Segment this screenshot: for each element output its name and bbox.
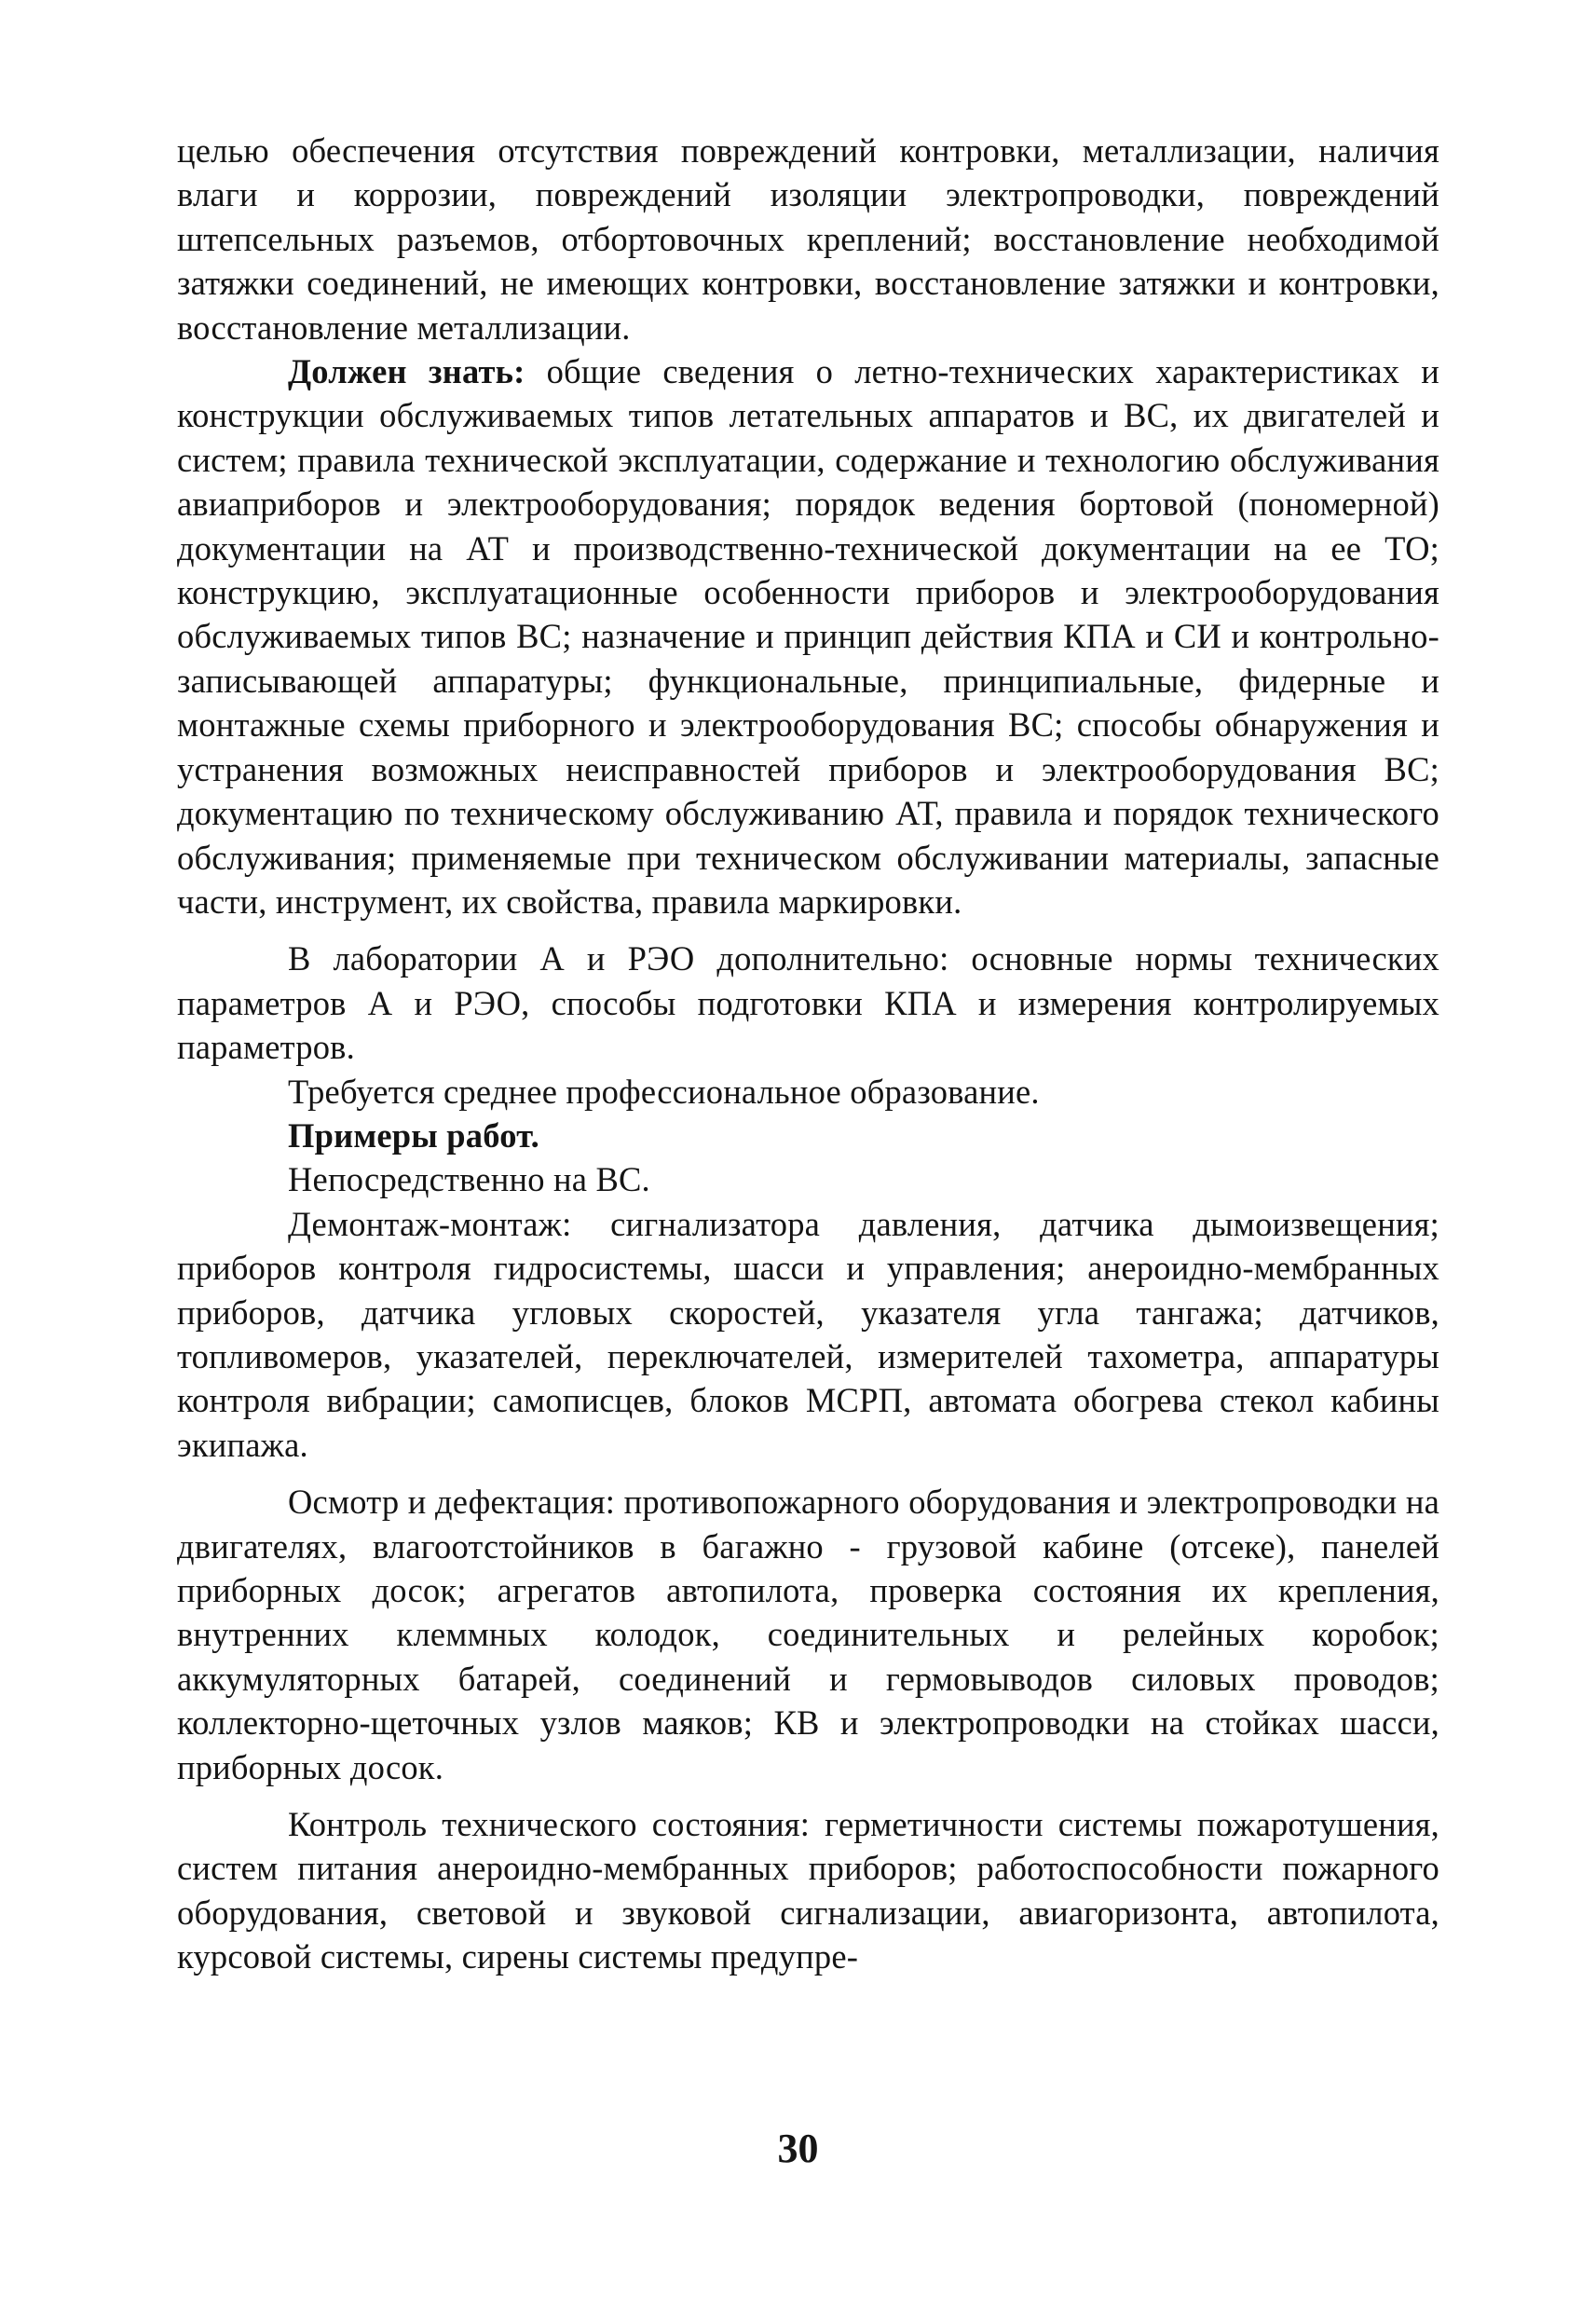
page-number: 30 xyxy=(777,2126,819,2171)
page-body xyxy=(177,129,1439,1979)
paragraph-on-aircraft: Непосредственно на ВС. xyxy=(288,1160,650,1199)
paragraph-laboratory: В лаборатории А и РЭО дополнительно: основные нормы технических параметров А и РЭО, способы подготовки КПА и измерения контролируемых параметров. xyxy=(177,939,1439,1067)
must-know-text: общие сведения о летно-технических характеристиках и конструкции обслуживаемых типов летательных аппаратов и ВС, их двигателей и систем; правила технической эксплуатации, содержание и технологию обслуживания авиаприборов и электрооборудования; порядок ведения бортовой (пономерной) документации на АТ и производственно-технической документации на ее ТО; конструкцию, эксплуатационные особенности приборов и электрооборудования обслуживаемых типов ВС; назначение и принцип действия КПА и СИ и контрольно- записывающей аппаратуры; функциональные, принципиальные, фидерные и монтажные схемы приборного и электрооборудования ВС; способы обнаружения и устранения возможных неисправностей приборов и электрооборудования ВС; документацию по техническому обслуживанию АТ, правила и порядок технического обслуживания; применяемые при техническом обслуживании материалы, запасные части, инструмент, их свойства, правила маркировки. xyxy=(177,352,1439,921)
paragraph-1: целью обеспечения отсутствия повреждений контровки, металлизации, наличия влаги и коррозии, повреждений изоляции электропроводки, повреждений штепсельных разъемов, отбортовочных креплений; восстановление необходимой затяжки соединений, не имеющих контровки, восстановление затяжки и контровки, восстановление металлизации. xyxy=(177,131,1439,347)
paragraph-must-know xyxy=(177,349,1439,923)
paragraph-education: Требуется среднее профессиональное образование. xyxy=(288,1072,1040,1111)
paragraph-technical-control: Контроль технического состояния: герметичности системы пожаротушения, систем питания анероидно-мембранных приборов; работоспособности пожарного оборудования, световой и звуковой сигнализации, авиагоризонта, автопилота, курсовой системы, сирены системы предупре- xyxy=(177,1805,1439,1976)
paragraph-work-examples-heading: Примеры работ. xyxy=(288,1115,539,1155)
must-know-label: Должен знать: xyxy=(288,352,525,391)
paragraph-dismounting: Демонтаж-монтаж: сигнализатора давления, датчика дымоизвещения; приборов контроля гидросистемы, шасси и управления; анероидно-мембранных приборов, датчика угловых скоростей, указателя угла тангажа; датчиков, топливомеров, указателей, переключателей, измерителей тахометра, аппаратуры контроля вибрации; самописцев, блоков МСРП, автомата обогрева стекол кабины экипажа. xyxy=(177,1204,1439,1464)
paragraph-inspection: Осмотр и дефектация: противопожарного оборудования и электропроводки на двигателях, влагоотстойников в багажно - грузовой кабине (отсеке), панелей приборных досок; агрегатов автопилота, проверка состояния их крепления, внутренних клеммных колодок, соединительных и релейных коробок; аккумуляторных батарей, соединений и гермовыводов силовых проводов; коллекторно-щеточных узлов маяков; КВ и электропроводки на стойках шасси, приборных досок. xyxy=(177,1483,1439,1786)
